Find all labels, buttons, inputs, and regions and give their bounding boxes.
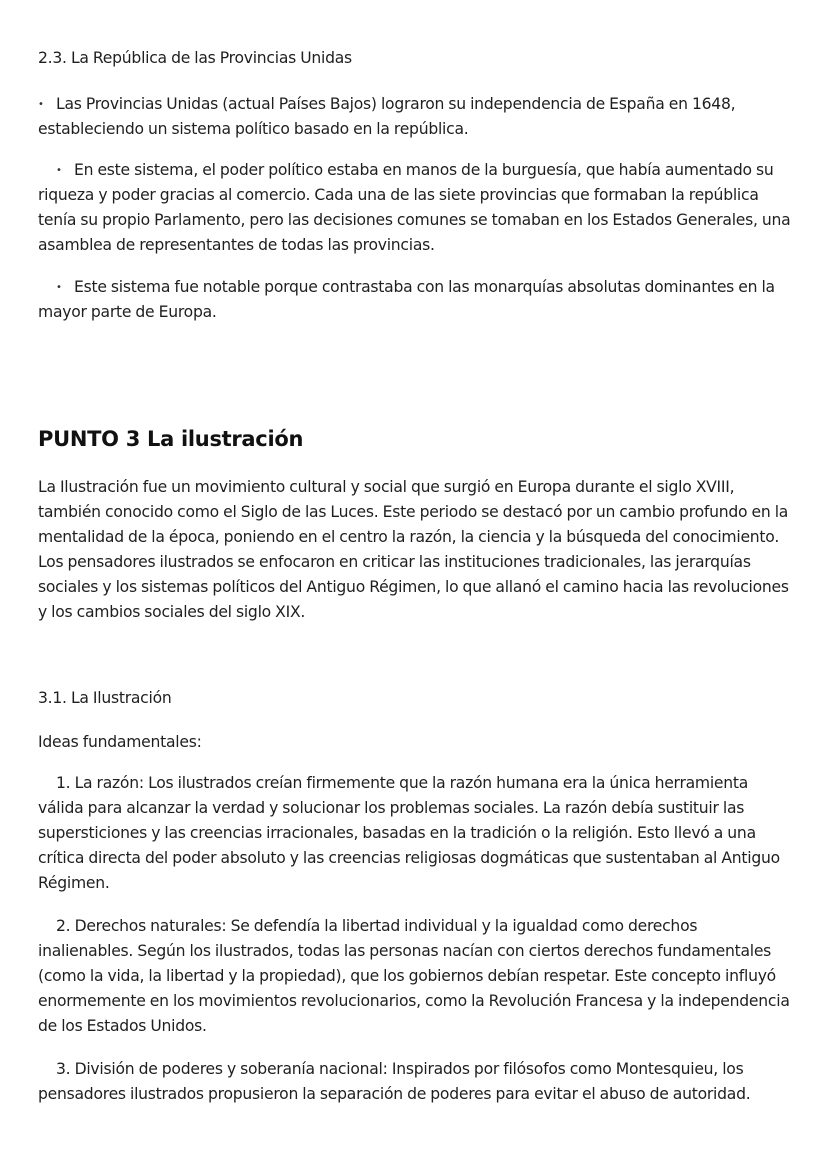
- bullet-item: [38, 158, 792, 258]
- section-3-1-title: 3.1. La Ilustración: [38, 689, 172, 707]
- punto-3-heading: PUNTO 3 La ilustración: [38, 427, 304, 451]
- bullet-icon: •: [56, 282, 62, 293]
- section-3-1-subtitle: Ideas fundamentales:: [38, 733, 202, 751]
- bullet-item: [38, 92, 792, 142]
- bullet-text: Este sistema fue notable porque contrastaba con las monarquías absolutas dominantes en la mayor parte de Europa.: [38, 278, 775, 321]
- section-2-3-title: 2.3. La República de las Provincias Unidas: [38, 49, 352, 67]
- punto-3-intro: La Ilustración fue un movimiento cultural y social que surgió en Europa durante el siglo XVIII, también conocido como el Siglo de las Luces. Este periodo se destacó por un cambio profundo en la mentalidad de la época, poniendo en el centro la razón, la ciencia y la búsqueda del conocimiento. Los pensadores ilustrados se enfocaron en criticar las instituciones tradicionales, las jerarquías sociales y los sistemas políticos del Antiguo Régimen, lo que allanó el camino hacia las revoluciones y los cambios sociales del siglo XIX.: [38, 478, 789, 621]
- bullet-icon: •: [38, 99, 44, 110]
- list-item: 3. División de poderes y soberanía nacional: Inspirados por filósofos como Montesquieu, los pensadores ilustrados propusieron la separación de poderes para evitar el abuso de autoridad.: [38, 1060, 751, 1103]
- bullet-text: Las Provincias Unidas (actual Países Bajos) lograron su independencia de España en 1648, estableciendo un sistema político basado en la república.: [38, 95, 736, 138]
- bullet-icon: •: [56, 165, 62, 176]
- bullet-text: En este sistema, el poder político estaba en manos de la burguesía, que había aumentado su riqueza y poder gracias al comercio. Cada una de las siete provincias que formaban la república tenía su propio Parlamento, pero las decisiones comunes se tomaban en los Estados Generales, una asamblea de representantes de todas las provincias.: [38, 161, 791, 254]
- bullet-item: [38, 275, 792, 325]
- list-item: 2. Derechos naturales: Se defendía la libertad individual y la igualdad como derechos inalienables. Según los ilustrados, todas las personas nacían con ciertos derechos fundamentales (como la vida, la libertad y la propiedad), que los gobiernos debían respetar. Este concepto influyó enormemente en los movimientos revolucionarios, como la Revolución Francesa y la independencia de los Estados Unidos.: [38, 917, 790, 1035]
- list-item: 1. La razón: Los ilustrados creían firmemente que la razón humana era la única herramienta válida para alcanzar la verdad y solucionar los problemas sociales. La razón debía sustituir las supersticiones y las creencias irracionales, basadas en la tradición o la religión. Esto llevó a una crítica directa del poder absoluto y las creencias religiosas dogmáticas que sustentaban al Antiguo Régimen.: [38, 774, 780, 892]
